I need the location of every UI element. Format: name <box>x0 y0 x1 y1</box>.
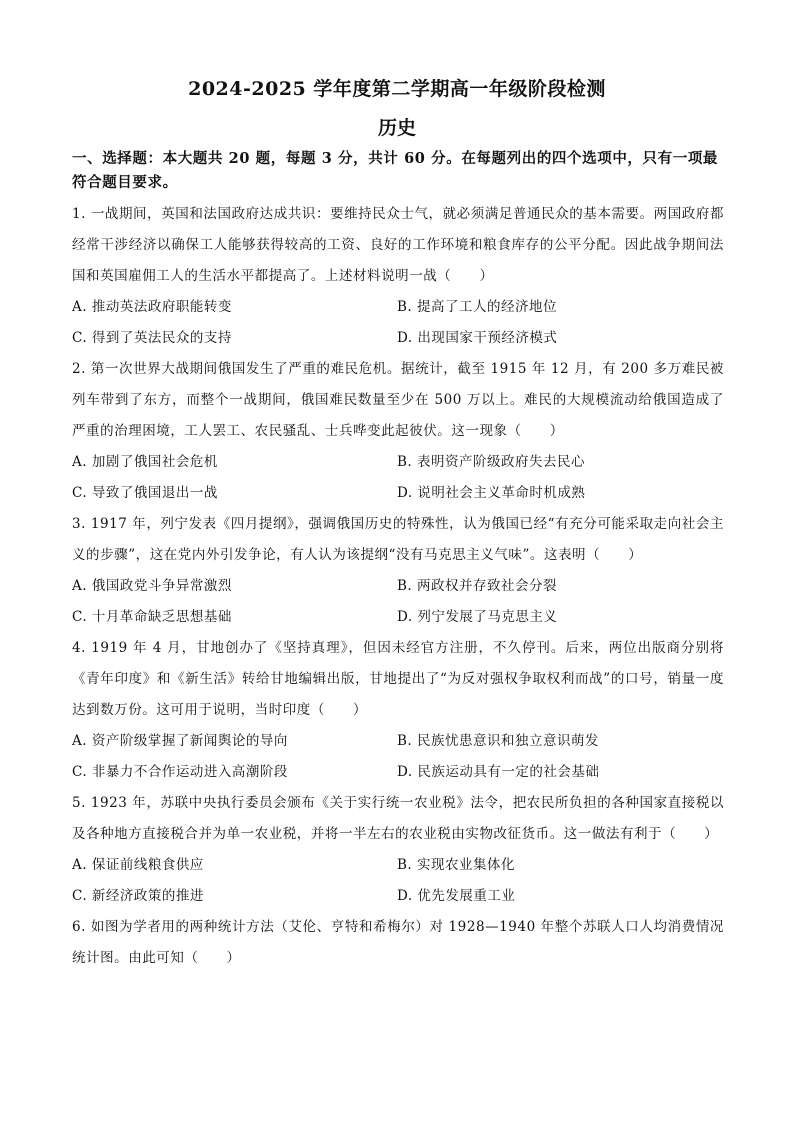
question-2 <box>72 354 724 509</box>
question-1 <box>72 199 724 354</box>
option-c: C. 导致了俄国退出一战 <box>72 485 218 501</box>
option-d: D. 民族运动具有一定的社会基础 <box>397 764 600 780</box>
option-row <box>72 323 724 354</box>
option-b: B. 实现农业集体化 <box>397 857 516 873</box>
option-c: C. 十月革命缺乏思想基础 <box>72 609 232 625</box>
option-a: A. 资产阶级掌握了新闻舆论的导向 <box>72 733 288 749</box>
option-row <box>72 292 724 323</box>
option-a: A. 加剧了俄国社会危机 <box>72 454 218 470</box>
option-row <box>72 881 724 912</box>
option-b: B. 表明资产阶级政府失去民心 <box>397 454 586 470</box>
option-c: C. 非暴力不合作运动进入高潮阶段 <box>72 764 288 780</box>
option-row <box>72 602 724 633</box>
option-b: B. 提高了工人的经济地位 <box>397 299 558 315</box>
option-b: B. 两政权并存致社会分裂 <box>397 578 558 594</box>
option-a: A. 保证前线粮食供应 <box>72 857 204 873</box>
option-a: A. 俄国政党斗争异常激烈 <box>72 578 232 594</box>
option-a: A. 推动英法政府职能转变 <box>72 299 232 315</box>
option-d: D. 出现国家干预经济模式 <box>397 330 558 346</box>
option-row <box>72 478 724 509</box>
question-stem: 4. 1919 年 4 月，甘地创办了《坚持真理》，但因未经官方注册，不久停刊。后来，两位出版商分别将《青年印度》和《新生活》转给甘地编辑出版，甘地提出了“为反对强权争取权利而战”的口号，销量一度达到数万份。这可用于说明，当时印度（ ） <box>72 640 724 718</box>
option-row <box>72 447 724 478</box>
question-stem: 5. 1923 年，苏联中央执行委员会颁布《关于实行统一农业税》法令，把农民所负担的各种国家直接税以及各种地方直接税合并为单一农业税，并将一半左右的农业税由实物改征货币。这一做法有利于（ ） <box>72 795 724 842</box>
question-5 <box>72 788 724 912</box>
option-row <box>72 571 724 602</box>
question-stem: 1. 一战期间，英国和法国政府达成共识：要维持民众士气，就必须满足普通民众的基本需要。两国政府都经常干涉经济以确保工人能够获得较高的工资、良好的工作环境和粮食库存的公平分配。因此战争期间法国和英国雇佣工人的生活水平都提高了。上述材料说明一战（ ） <box>72 206 724 284</box>
option-c: C. 新经济政策的推进 <box>72 888 204 904</box>
option-b: B. 民族忧患意识和独立意识萌发 <box>397 733 600 749</box>
option-row <box>72 850 724 881</box>
question-6 <box>72 912 724 974</box>
question-stem: 3. 1917 年，列宁发表《四月提纲》，强调俄国历史的特殊性，认为俄国已经“有充分可能采取走向社会主义的步骤”，这在党内外引发争论，有人认为该提纲“没有马克思主义气味”。这表明（ ） <box>72 516 724 563</box>
question-stem: 2. 第一次世界大战期间俄国发生了严重的难民危机。据统计，截至 1915 年 12 月，有 200 多万难民被列车带到了东方，而整个一战期间，俄国难民数量至少在 500 万以上。难民的大规模流动给俄国造成了严重的治理困境，工人罢工、农民骚乱、士兵哗变此起彼伏。这一现象（ ） <box>72 361 724 439</box>
question-stem: 6. 如图为学者用的两种统计方法（艾伦、亨特和希梅尔）对 1928—1940 年整个苏联人口人均消费情况统计图。由此可知（ ） <box>72 919 724 966</box>
option-row <box>72 726 724 757</box>
option-row <box>72 757 724 788</box>
question-list <box>72 199 724 974</box>
exam-title: 2024-2025 学年度第二学期高一年级阶段检测 <box>188 78 606 100</box>
option-d: D. 列宁发展了马克思主义 <box>397 609 558 625</box>
option-d: D. 说明社会主义革命时机成熟 <box>397 485 586 501</box>
question-3 <box>72 509 724 633</box>
section-heading: 一、选择题：本大题共 20 题，每题 3 分，共计 60 分。在每题列出的四个选项中，只有一项最符合题目要求。 <box>72 150 719 191</box>
option-c: C. 得到了英法民众的支持 <box>72 330 232 346</box>
subject-title: 历史 <box>377 117 416 139</box>
question-4 <box>72 633 724 788</box>
option-d: D. 优先发展重工业 <box>397 888 516 904</box>
